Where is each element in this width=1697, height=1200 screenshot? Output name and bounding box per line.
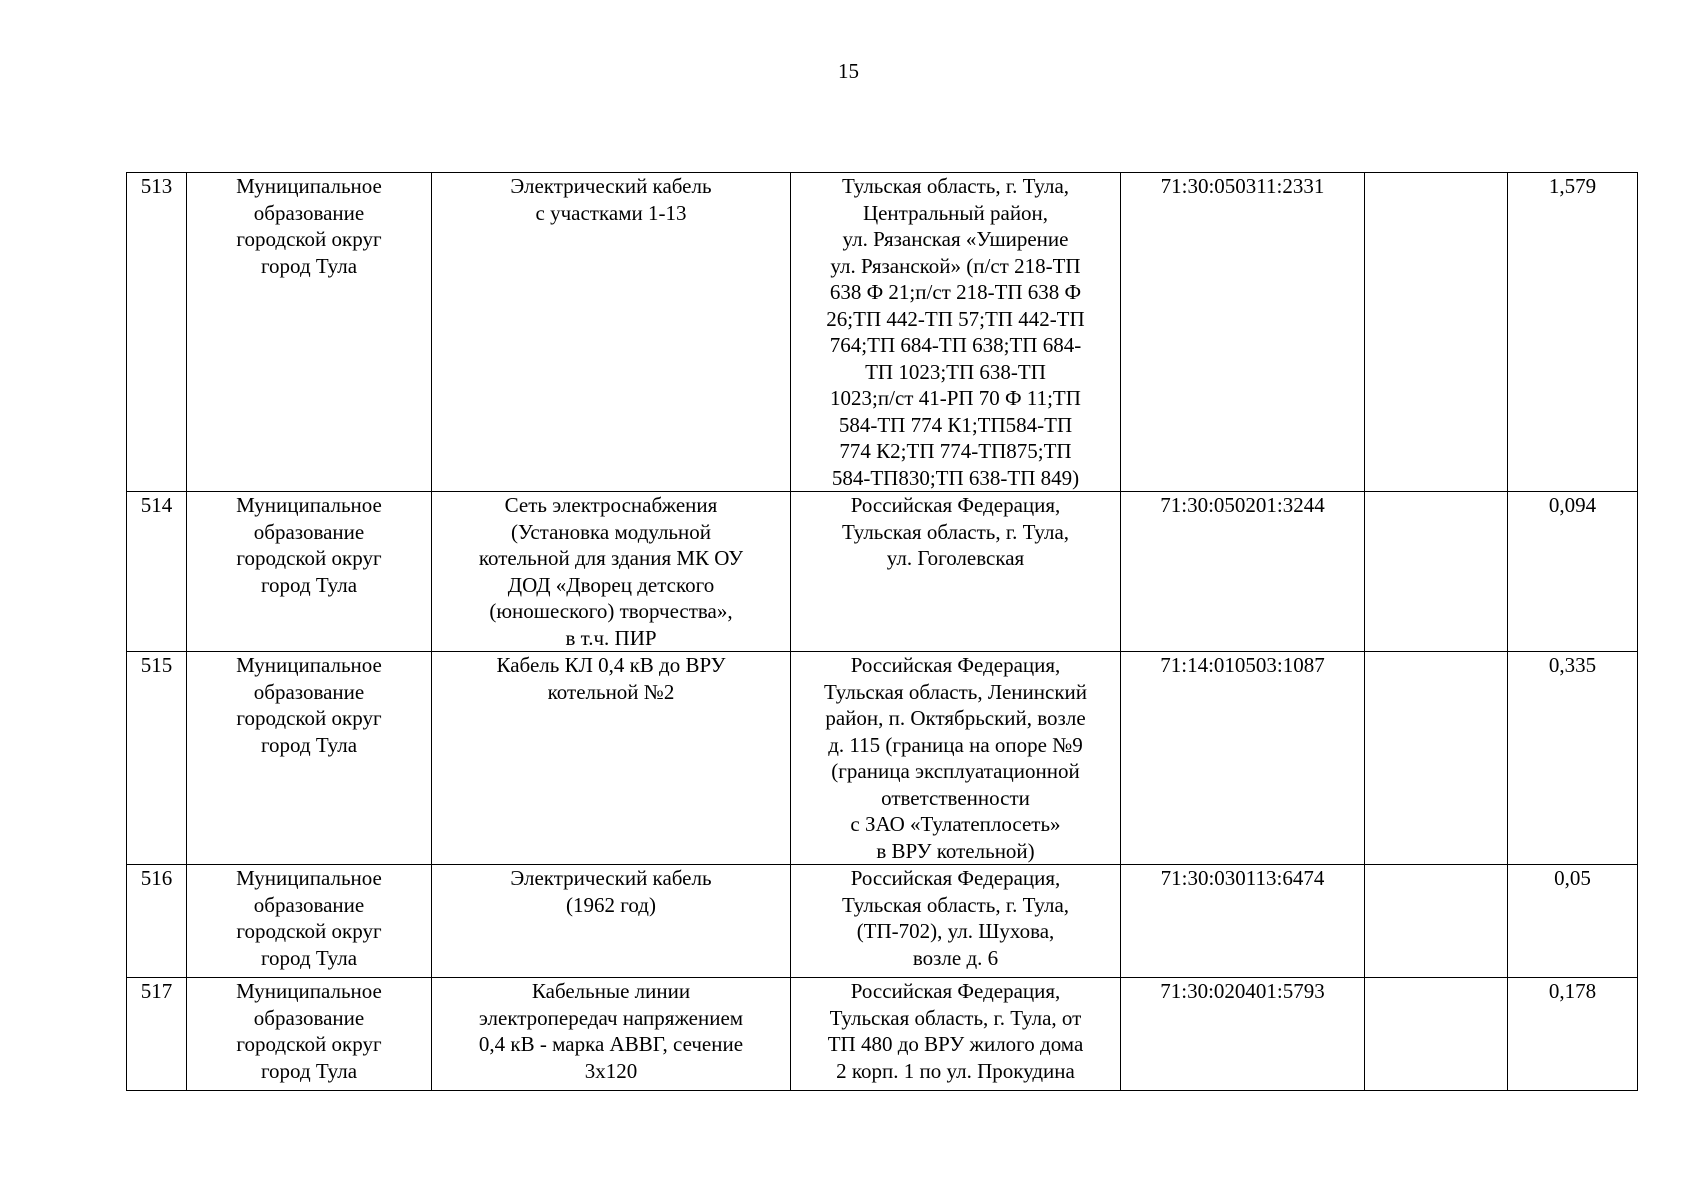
cell-extra (1365, 978, 1508, 1091)
cell-extra (1365, 652, 1508, 865)
cell-owner (187, 652, 432, 865)
cell-object-name-line: Кабельные линии (531, 979, 691, 1003)
cell-extra (1365, 492, 1508, 652)
cell-cadastral-number: 71:14:010503:1087 (1121, 652, 1365, 865)
cell-number: 517 (127, 978, 187, 1091)
cell-owner-line: городской округ (236, 227, 382, 251)
cell-address-line: ТП 480 до ВРУ жилого дома (827, 1032, 1084, 1056)
cell-address-line: 774 К2;ТП 774-ТП875;ТП (839, 439, 1072, 463)
cell-owner-line: город Тула (260, 945, 358, 970)
cell-extra (1365, 173, 1508, 492)
cell-object-name-line: ДОД «Дворец детского (507, 572, 715, 597)
cell-length: 0,05 (1508, 865, 1638, 978)
cell-address-line: ул. Гоголевская (886, 546, 1025, 570)
cell-address-line: Тульская область, г. Тула, (841, 892, 1070, 917)
cell-address-line: Российская Федерация, (850, 653, 1061, 677)
cell-address (791, 173, 1121, 492)
cell-owner-line: образование (253, 679, 365, 704)
cell-address-line: 1023;п/ст 41-РП 70 Ф 11;ТП (830, 386, 1081, 410)
cell-owner-line: образование (253, 892, 365, 917)
cell-object-name (432, 652, 791, 865)
cell-length: 0,094 (1508, 492, 1638, 652)
cell-object-name-line: Электрический кабель (510, 174, 712, 198)
cell-address (791, 492, 1121, 652)
cell-length: 0,335 (1508, 652, 1638, 865)
cell-object-name (432, 978, 791, 1091)
cell-object-name-line: электропередач напряжением (478, 1005, 744, 1030)
cell-owner-line: городской округ (236, 1032, 382, 1056)
cell-length: 1,579 (1508, 173, 1638, 492)
cell-address-line: (ТП-702), ул. Шухова, (856, 919, 1055, 943)
cell-owner-line: Муниципальное (236, 493, 382, 517)
cell-address (791, 652, 1121, 865)
cell-address-line: Тульская область, г. Тула, (841, 174, 1070, 198)
cell-address-line: ул. Рязанская «Уширение (842, 227, 1069, 251)
cell-address-line: Тульская область, г. Тула, (841, 519, 1070, 544)
cell-address-line: ответственности (881, 785, 1030, 810)
cell-address-line: Российская Федерация, (850, 493, 1061, 517)
cell-address-line: Российская Федерация, (850, 866, 1061, 890)
cell-number: 514 (127, 492, 187, 652)
cell-cadastral-number: 71:30:050311:2331 (1121, 173, 1365, 492)
table-row (127, 492, 1638, 652)
cell-owner-line: образование (253, 519, 365, 544)
table-row (127, 978, 1638, 1091)
cell-owner-line: образование (253, 1005, 365, 1030)
cell-object-name-line: с участками 1-13 (535, 200, 687, 225)
cell-cadastral-number: 71:30:030113:6474 (1121, 865, 1365, 978)
cell-object-name (432, 865, 791, 978)
cell-owner (187, 865, 432, 978)
cell-owner-line: Муниципальное (236, 653, 382, 677)
cell-number: 516 (127, 865, 187, 978)
cell-owner-line: Муниципальное (236, 866, 382, 890)
cell-owner-line: город Тула (260, 253, 358, 278)
cell-object-name-line: (Установка модульной (510, 519, 711, 544)
cell-cadastral-number: 71:30:050201:3244 (1121, 492, 1365, 652)
page-number: 15 (838, 59, 859, 83)
cell-extra (1365, 865, 1508, 978)
cell-address-line: возле д. 6 (912, 945, 999, 970)
cell-length: 0,178 (1508, 978, 1638, 1091)
cell-address-line: 2 корп. 1 по ул. Прокудина (836, 1058, 1075, 1083)
registry-table (126, 172, 1638, 1091)
cell-address-line: ТП 1023;ТП 638-ТП (865, 359, 1046, 384)
cell-object-name-line: котельной для здания МК ОУ (478, 546, 744, 570)
cell-address-line: Тульская область, г. Тула, от (829, 1005, 1082, 1030)
cell-address-line: 26;ТП 442-ТП 57;ТП 442-ТП (826, 306, 1085, 331)
cell-owner (187, 492, 432, 652)
cell-owner (187, 978, 432, 1091)
cell-address-line: Тульская область, Ленинский (823, 679, 1088, 704)
cell-address-line: 584-ТП 774 К1;ТП584-ТП (838, 412, 1073, 437)
cell-address (791, 978, 1121, 1091)
cell-owner-line: город Тула (260, 1058, 358, 1083)
cell-object-name-line: (1962 год) (566, 892, 656, 917)
table-row (127, 173, 1638, 492)
registry-body (127, 173, 1638, 1091)
cell-object-name (432, 173, 791, 492)
cell-address-line: ул. Рязанской» (п/ст 218-ТП (830, 253, 1081, 278)
cell-address-line: район, п. Октябрьский, возле (825, 706, 1086, 730)
cell-object-name-line: Электрический кабель (510, 866, 712, 890)
cell-owner-line: Муниципальное (236, 174, 382, 198)
cell-owner-line: Муниципальное (236, 979, 382, 1003)
cell-object-name-line: в т.ч. ПИР (565, 625, 657, 650)
cell-object-name-line: котельной №2 (547, 679, 675, 704)
cell-address-line: с ЗАО «Тулатеплосеть» (850, 812, 1061, 836)
cell-address-line: 638 Ф 21;п/ст 218-ТП 638 Ф (829, 280, 1082, 304)
cell-address-line: Центральный район, (862, 200, 1049, 225)
cell-number: 515 (127, 652, 187, 865)
cell-address (791, 865, 1121, 978)
cell-owner-line: город Тула (260, 732, 358, 757)
cell-address-line: 764;ТП 684-ТП 638;ТП 684- (829, 333, 1082, 357)
cell-address-line: 584-ТП830;ТП 638-ТП 849) (831, 465, 1080, 490)
cell-address-line: д. 115 (граница на опоре №9 (828, 732, 1083, 757)
table-row (127, 865, 1638, 978)
cell-owner-line: городской округ (236, 546, 382, 570)
cell-owner-line: городской округ (236, 706, 382, 730)
cell-object-name-line: 3х120 (584, 1058, 638, 1083)
cell-owner (187, 173, 432, 492)
cell-address-line: в ВРУ котельной) (876, 838, 1035, 863)
cell-object-name-line: 0,4 кВ - марка АВВГ, сечение (478, 1032, 744, 1056)
cell-owner-line: город Тула (260, 572, 358, 597)
cell-address-line: Российская Федерация, (850, 979, 1061, 1003)
cell-number: 513 (127, 173, 187, 492)
cell-cadastral-number: 71:30:020401:5793 (1121, 978, 1365, 1091)
cell-object-name-line: (юношеского) творчества», (489, 599, 733, 623)
cell-object-name-line: Кабель КЛ 0,4 кВ до ВРУ (496, 653, 726, 677)
cell-address-line: (граница эксплуатационной (831, 759, 1080, 783)
table-row (127, 652, 1638, 865)
cell-object-name-line: Сеть электроснабжения (504, 493, 718, 517)
cell-owner-line: образование (253, 200, 365, 225)
cell-owner-line: городской округ (236, 919, 382, 943)
cell-object-name (432, 492, 791, 652)
